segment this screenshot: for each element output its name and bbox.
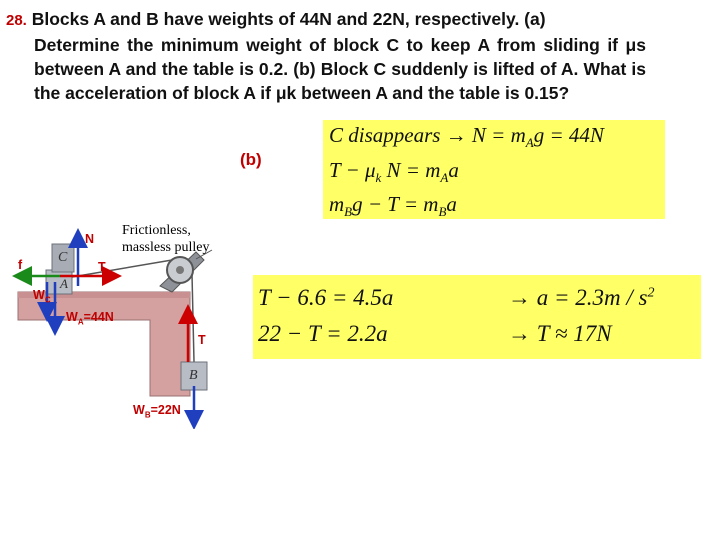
block-b-label: B bbox=[189, 368, 198, 383]
equation-horizontal: $T - \mu_k$ $N = m_Aa$ bbox=[329, 158, 459, 186]
result-tension: → T ≈ 17N bbox=[508, 321, 612, 346]
part-b-label: (b) bbox=[240, 150, 262, 169]
caption-line2: massless pulley bbox=[122, 240, 210, 255]
equation-sum-1: T − 6.6 = 4.5a bbox=[258, 285, 394, 310]
equation-sum-2: 22 − T = 2.2a bbox=[258, 321, 388, 346]
problem-statement bbox=[6, 7, 646, 105]
block-a-label: A bbox=[60, 276, 68, 291]
rope-horizontal bbox=[72, 260, 172, 277]
problem-line1: Blocks A and B have weights of 44N and 22N, respectively. (a) bbox=[31, 9, 546, 29]
pulley-figure bbox=[0, 214, 240, 429]
rope-vertical bbox=[192, 274, 194, 362]
problem-text: Determine the minimum weight of block C to keep A from sliding if μs between A and the table is 0.2. (b) Block C suddenly is lifted of A. What is the acceleration of block A if μk between A and the table is 0.15? bbox=[34, 35, 646, 103]
problem-number: 28. bbox=[6, 12, 27, 29]
weight-a-label: $W_A=44N$ bbox=[66, 310, 114, 327]
equation-vertical: $m_Bg - T = m_Ba$ bbox=[329, 192, 457, 220]
table bbox=[18, 292, 190, 396]
block-c-label: C bbox=[58, 250, 68, 265]
normal-force-label: N bbox=[85, 232, 95, 246]
weight-c-label: $W_C$ bbox=[33, 288, 51, 305]
equations-box-2 bbox=[253, 275, 701, 359]
tension-right-label: T bbox=[198, 333, 206, 347]
caption-line1: Frictionless, bbox=[122, 223, 191, 238]
result-acceleration: → $a = 2.3m / s^2$ bbox=[508, 285, 655, 310]
pulley-hub bbox=[176, 266, 184, 274]
equation-c-disappears: C disappears → $N = m_Ag = 44N$ bbox=[329, 123, 604, 151]
equations-box-1 bbox=[323, 120, 665, 219]
friction-label: f bbox=[18, 258, 23, 272]
weight-b-label: $W_B=22N$ bbox=[133, 403, 181, 420]
problem-first-line bbox=[6, 7, 646, 33]
tension-top-label: T bbox=[98, 260, 106, 274]
